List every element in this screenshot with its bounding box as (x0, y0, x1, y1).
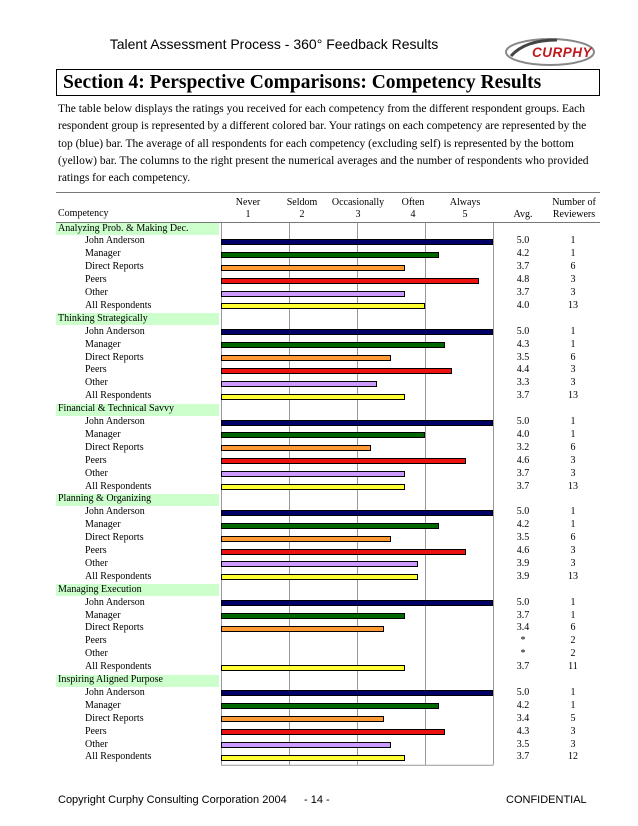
rating-bar (221, 665, 405, 671)
rating-bar (221, 445, 371, 451)
reviewer-count: 3 (570, 377, 576, 389)
respondent-group-label: Manager (85, 519, 121, 531)
average-value: 3.5 (516, 532, 530, 544)
average-value: 3.7 (516, 261, 530, 273)
avg-column-header: Avg. (513, 209, 533, 220)
reviewer-count: 6 (570, 622, 576, 634)
respondent-group-label: All Respondents (85, 751, 152, 763)
average-value: 3.7 (516, 609, 530, 621)
average-value: 3.5 (516, 738, 530, 750)
reviewer-count: 3 (570, 364, 576, 376)
rating-bar (221, 420, 493, 426)
reviewer-count: 2 (570, 648, 576, 660)
reviewer-count: 13 (568, 299, 578, 311)
reviewer-count: 13 (568, 570, 578, 582)
rating-bar (221, 368, 452, 374)
average-value: 3.9 (516, 557, 530, 569)
respondent-group-label: Other (85, 738, 108, 750)
average-value: 3.4 (516, 622, 530, 634)
respondent-group-label: Manager (85, 699, 121, 711)
report-header-title: Talent Assessment Process - 360° Feedback Results (109, 36, 439, 52)
average-value: 3.7 (516, 661, 530, 673)
average-value: 4.0 (516, 428, 530, 440)
average-value: 5.0 (516, 506, 530, 518)
average-value: 4.2 (516, 519, 530, 531)
average-value: 4.3 (516, 725, 530, 737)
respondent-group-label: Direct Reports (85, 532, 144, 544)
scale-header-5: Always 5 (449, 197, 481, 220)
footer-page-number: - 14 - (304, 794, 330, 806)
reviewer-count: 1 (570, 428, 576, 440)
scale-header-1: Never 1 (235, 197, 261, 220)
reviewer-count: 5 (570, 712, 576, 724)
reviewer-count: 6 (570, 532, 576, 544)
average-value: 4.3 (516, 338, 530, 350)
respondent-group-label: Peers (85, 635, 107, 647)
reviewer-count: 1 (570, 235, 576, 247)
reviewer-count: 3 (570, 725, 576, 737)
respondent-group-label: Other (85, 287, 108, 298)
rating-bar (221, 613, 405, 619)
section-title: Section 4: Perspective Comparisons: Competency Results (63, 72, 542, 93)
rating-bar (221, 626, 384, 632)
reviewer-count: 3 (570, 454, 576, 466)
logo-text: CURPHY (532, 45, 593, 60)
reviewer-count: 1 (570, 609, 576, 621)
respondent-group-label: Peers (85, 274, 107, 286)
respondent-group-label: Direct Reports (85, 712, 144, 724)
reviewer-count: 12 (568, 751, 578, 763)
reviewer-count: 3 (570, 274, 576, 286)
reviewer-count: 13 (568, 480, 578, 492)
reviewer-count: 1 (570, 699, 576, 711)
competency-name: Managing Execution (58, 583, 142, 595)
respondent-group-label: Direct Reports (85, 261, 144, 273)
rating-bar (221, 471, 405, 477)
average-value: 5.0 (516, 416, 530, 427)
average-value: 3.7 (516, 390, 530, 402)
reviewers-column-header: Number of Reviewers (552, 197, 596, 220)
scale-header-2: Seldom 2 (286, 197, 318, 220)
rating-bar (221, 329, 493, 335)
reviewer-count: 3 (570, 467, 576, 479)
respondent-group-label: Manager (85, 428, 121, 440)
average-value: 3.9 (516, 570, 530, 582)
reviewer-count: 13 (568, 390, 578, 402)
respondent-group-label: Peers (85, 725, 107, 737)
respondent-group-label: Other (85, 377, 108, 389)
scale-header-4: Often 4 (401, 197, 425, 220)
rating-bar (221, 549, 466, 555)
average-value: 4.4 (516, 364, 530, 376)
reviewer-count: 2 (570, 635, 576, 647)
average-value: 5.0 (516, 686, 530, 698)
respondent-group-label: Peers (85, 454, 107, 466)
rating-bar (221, 252, 439, 258)
respondent-group-label: All Respondents (85, 390, 152, 402)
rating-bar (221, 755, 405, 761)
average-value: 3.7 (516, 480, 530, 492)
average-value: 3.2 (516, 441, 530, 453)
respondent-group-label: Peers (85, 545, 107, 556)
average-value: 3.7 (516, 751, 530, 763)
respondent-group-label: John Anderson (85, 596, 145, 608)
reviewer-count: 1 (570, 686, 576, 698)
rating-bar (221, 278, 479, 284)
reviewer-count: 3 (570, 557, 576, 569)
reviewer-count: 6 (570, 261, 576, 273)
respondent-group-label: All Respondents (85, 299, 152, 311)
reviewer-count: 1 (570, 519, 576, 531)
reviewer-count: 11 (568, 661, 578, 673)
respondent-group-label: All Respondents (85, 661, 152, 673)
average-value: 4.0 (516, 299, 530, 311)
competency-name: Thinking Strategically (58, 312, 148, 324)
respondent-group-label: Other (85, 648, 108, 660)
rating-bar (221, 355, 391, 361)
average-value: * (520, 635, 526, 647)
footer-confidential: CONFIDENTIAL (506, 794, 587, 806)
respondent-group-label: Other (85, 467, 108, 479)
rating-bar (221, 484, 405, 490)
reviewer-count: 1 (570, 325, 576, 337)
rating-bar (221, 381, 377, 387)
average-value: 5.0 (516, 596, 530, 608)
competency-name: Planning & Organizing (58, 493, 152, 505)
reviewer-count: 1 (570, 506, 576, 518)
reviewer-count: 1 (570, 248, 576, 260)
rating-bar (221, 716, 384, 722)
rating-bar (221, 303, 425, 309)
average-value: 4.8 (516, 274, 530, 286)
rating-bar (221, 574, 418, 580)
scale-header-3: Occasionally 3 (331, 197, 385, 220)
average-value: 3.7 (516, 287, 530, 298)
rating-bar (221, 742, 391, 748)
average-value: 3.7 (516, 467, 530, 479)
average-value: 3.5 (516, 351, 530, 363)
rating-bar (221, 600, 493, 606)
reviewer-count: 1 (570, 416, 576, 427)
respondent-group-label: John Anderson (85, 506, 145, 518)
respondent-group-label: John Anderson (85, 325, 145, 337)
respondent-group-label: John Anderson (85, 416, 145, 427)
respondent-group-label: Manager (85, 248, 121, 260)
reviewer-count: 3 (570, 287, 576, 298)
rating-bar (221, 291, 405, 297)
rating-bar (221, 239, 493, 245)
rating-bar (221, 690, 493, 696)
respondent-group-label: Manager (85, 338, 121, 350)
average-value: 3.3 (516, 377, 530, 389)
rating-bar (221, 458, 466, 464)
respondent-group-label: Direct Reports (85, 351, 144, 363)
average-value: 4.2 (516, 699, 530, 711)
competency-column-header: Competency (58, 208, 109, 219)
average-value: 5.0 (516, 325, 530, 337)
section-intro: The table below displays the ratings you received for each competency from the different respondent groups. Each respondent group is represented by a different colored bar. Your ratings on each competency are represented by the top (blue) bar. The average of all respondents for each competency (excluding self) is represented by the bottom (yellow) bar. The columns to the right present the numerical averages and the number of respondents who provided ratings for each competency. (58, 103, 589, 185)
respondent-group-label: Direct Reports (85, 622, 144, 634)
rating-bar (221, 394, 405, 400)
average-value: 4.6 (516, 454, 530, 466)
respondent-group-label: All Respondents (85, 480, 152, 492)
competency-name: Inspiring Aligned Purpose (58, 674, 163, 685)
respondent-group-label: Peers (85, 364, 107, 376)
rating-bar (221, 265, 405, 271)
reviewer-count: 6 (570, 351, 576, 363)
reviewer-count: 3 (570, 738, 576, 750)
average-value: * (520, 648, 526, 660)
rating-bar (221, 729, 445, 735)
rating-bar (221, 523, 439, 529)
average-value: 3.4 (516, 712, 530, 724)
rating-bar (221, 342, 445, 348)
respondent-group-label: All Respondents (85, 570, 152, 582)
rating-bar (221, 510, 493, 516)
respondent-group-label: John Anderson (85, 686, 145, 698)
average-value: 4.2 (516, 248, 530, 260)
footer-copyright: Copyright Curphy Consulting Corporation 2004 (58, 794, 287, 806)
reviewer-count: 1 (570, 338, 576, 350)
rating-bar (221, 703, 439, 709)
rating-bar (221, 432, 425, 438)
competency-name: Financial & Technical Savvy (58, 403, 175, 415)
competency-name: Analyzing Prob. & Making Dec. (58, 222, 189, 234)
average-value: 5.0 (516, 235, 530, 247)
rating-bar (221, 561, 418, 567)
reviewer-count: 6 (570, 441, 576, 453)
respondent-group-label: John Anderson (85, 235, 145, 247)
reviewer-count: 3 (570, 545, 576, 556)
rating-bar (221, 536, 391, 542)
respondent-group-label: Direct Reports (85, 441, 144, 453)
respondent-group-label: Other (85, 557, 108, 569)
average-value: 4.6 (516, 545, 530, 556)
respondent-group-label: Manager (85, 609, 121, 621)
reviewer-count: 1 (570, 596, 576, 608)
